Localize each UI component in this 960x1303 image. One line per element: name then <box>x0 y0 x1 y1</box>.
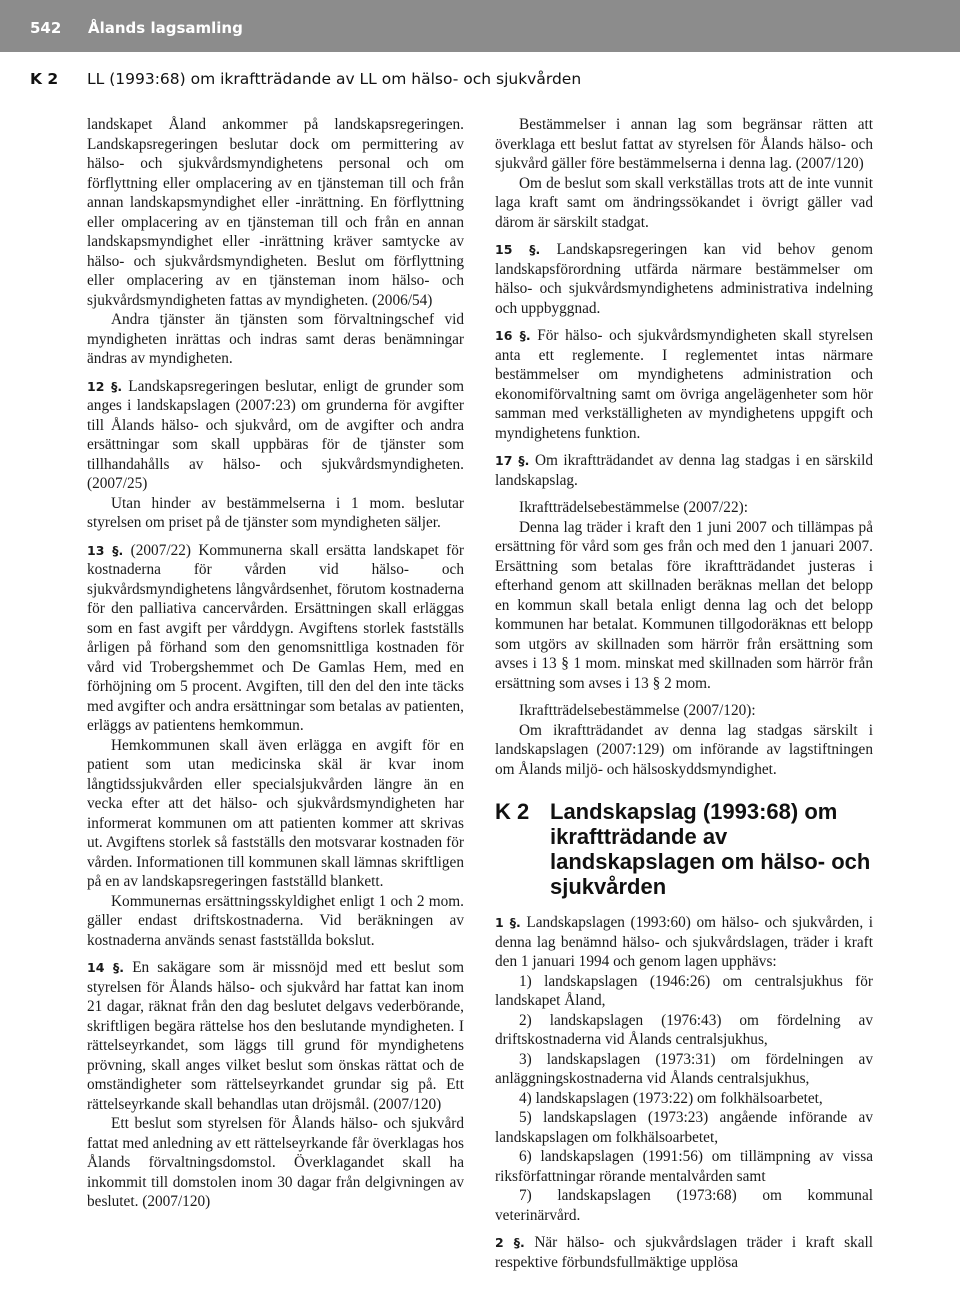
chapter-heading <box>495 799 873 899</box>
list-item: 5) landskapslagen (1973:23) angående införande av landskapslagen om folkhälsoarbetet, <box>495 1109 873 1146</box>
list-item: 7) landskapslagen (1973:68) om kommunal veterinärvård. <box>495 1187 873 1224</box>
section-text: Landskapslagen (1993:60) om hälso- och sjukvården, i denna lag benämnd hälso- och sjukvårdslagen, träder i kraft den 1 januari 1994 och genom lagen upphävs: <box>495 914 873 970</box>
section-12 <box>87 377 464 494</box>
running-head <box>30 66 930 92</box>
section-label: 14 §. <box>87 960 125 975</box>
section-label: 15 §. <box>495 242 541 257</box>
section-14 <box>87 958 464 1114</box>
transition-heading: Ikraftträdelsebestämmelse (2007/22): <box>519 499 748 516</box>
section-text: Landskapsregeringen beslutar, enligt de grunder som anges i landskapslagen (2007:23) om grunderna för avgifter till Ålands hälso- och sjukvård, om de avgifter och andra ersättningar som skall uppbäras för de tjänster som tillhandahålls av hälso- och sjukvårdsmyndigheten. (2007/25) <box>87 377 464 492</box>
section-17 <box>495 451 873 490</box>
book-title: Ålands lagsamling <box>88 19 243 37</box>
list-item: 3) landskapslagen (1973:31) om fördelningen av anläggningskostnaderna vid Ålands centralsjukhus, <box>495 1050 873 1087</box>
paragraph: Hemkommunen skall även erlägga en avgift för en patient som utan medicinska skäl är kvar inom långtidssjukvården eller specialsjukvården längre än en vecka efter att det hälso- och sjukvårdsmyndigheten har informerat kommunen om att patienten kommer att skrivas ut. Avgiftens storlek så fastställs den motsvarar kostnaden för vården. Informationen till kommunen skall lämnas skriftligen på en av landskapsregeringen fastställd blankett. <box>87 736 464 890</box>
section-label: 12 §. <box>87 378 123 394</box>
section-16 <box>495 326 873 443</box>
list-item: 2) landskapslagen (1976:43) om fördelning av driftskostnaderna vid Ålands centralsjukhus, <box>495 1011 873 1048</box>
section-label: 13 §. <box>87 542 124 558</box>
list-item: 1) landskapslagen (1946:26) om centralsjukhus för landskapet Åland, <box>495 972 873 1009</box>
list-item: 6) landskapslagen (1991:56) om tillämpning av vissa riksförfattningar rörande mentalvården samt <box>495 1148 873 1185</box>
section-13 <box>87 541 464 736</box>
list-item: 4) landskapslagen (1973:22) om folkhälsoarbetet, <box>519 1089 823 1107</box>
page-number: 542 <box>30 19 62 37</box>
section-text: När hälso- och sjukvårdslagen träder i kraft skall respektive förbundsfullmäktige upplösa <box>495 1234 873 1271</box>
section-text: För hälso- och sjukvårdsmyndigheten skall styrelsen anta ett reglemente. I reglementet intas närmare bestämmelser om myndighetens administration och ekonomiförvaltning samt om övriga angelägenheter som hör samman med verkställigheten av myndighetens uppgift och myndighetens funktion. <box>495 327 873 442</box>
page-header-bar <box>0 0 960 52</box>
section-text: (2007/22) Kommunerna skall ersätta landskapet för kostnaderna för vården vid hälso- och sjukvårdsmyndighetens långvårdsenhet, förutom kostnaderna för den palliativa cancervården. Ersättningen skall erläggas som en fast avgift per vårddygn. Avgiftens storlek fastställs årligen på förhand som den genomsnittliga kostnaden för vård vid Trobergshemmet och De Gamlas Hem, med en förhöjning om 5 procent. Avgiften, till den del den inte täcks med avgifter och andra ersättningar som betalas av patienten, erläggs av patientens hemkommun. <box>87 541 464 734</box>
chapter-code: K 2 <box>495 799 530 824</box>
left-column <box>87 115 464 1212</box>
section-text: Landskapsregeringen kan vid behov genom landskapsförordning utfärda närmare bestämmelser om hälso- och sjukvårdsmyndighetens administrativa indelning och uppbyggnad. <box>495 241 874 317</box>
section-text: En sakägare som är missnöjd med ett beslut som styrelsen för Ålands hälso- och sjukvård har fattat kan inom 21 dagar, räknat från den dag beslutet delgavs vederbörande, skriftligen begära rättelse hos den beslutande myndigheten. I rättelseyrkandet, som läggs till grund för myndighetens prövning, skall anges vilket beslut som önskas rättat och de omständigheter som rättelseyrkandet grundar sig på. Ett rättelseyrkande skall behandlas utan dröjsmål. (2007/120) <box>87 959 465 1113</box>
section-label: 2 §. <box>495 1235 525 1250</box>
section-15 <box>495 240 873 318</box>
paragraph: landskapet Åland ankommer på landskapsregeringen. Landskapsregeringen beslutar dock om permittering av hälso- och sjukvårdsmyndighetens personal och om förflyttning eller omplacering av en tjänsteman till och från annan landskapsmyndighet eller -inrättning. En förflyttning eller omplacering av en tjänsteman till och från en annan landskapsmyndighet eller -inrättning kräver samtycke av hälso- och sjukvårdsmyndigheten. Beslut om förflyttning eller omplacering av en tjänsteman inom hälso- och sjukvårdsmyndigheten fattas av myndigheten. (2006/54) <box>87 116 464 309</box>
paragraph: Utan hinder av bestämmelserna i 1 mom. beslutar styrelsen om priset på de tjänster som myndigheten säljer. <box>87 494 464 531</box>
paragraph: Andra tjänster än tjänsten som förvaltningschef vid myndigheten inrättas och indras samt deras benämningar ändras av myndigheten. <box>87 311 464 367</box>
paragraph: Ett beslut som styrelsen för Ålands hälso- och sjukvård fattat med anledning av ett rättelseyrkande får överklagas hos Ålands förvaltningsdomstol. Överklagandet skall ha inkommit till domstolen inom 30 dagar från delgivningen av beslutet. (2007/120) <box>87 1115 464 1210</box>
running-head-title: LL (1993:68) om ikraftträdande av LL om hälso- och sjukvården <box>87 70 582 88</box>
running-head-code: K 2 <box>30 70 59 88</box>
section-2 <box>495 1233 873 1272</box>
section-1 <box>495 913 873 972</box>
paragraph: Om ikraftträdandet av denna lag stadgas särskilt i landskapslagen (2007:129) om införande av lagstiftningen om Ålands miljö- och hälsoskyddsmyndighet. <box>495 721 873 778</box>
paragraph: Bestämmelser i annan lag som begränsar rätten att överklaga ett beslut fattat av styrelsen för Ålands hälso- och sjukvård gäller före bestämmelserna i denna lag. (2007/120) <box>495 116 873 172</box>
section-label: 17 §. <box>495 453 530 468</box>
section-label: 1 §. <box>495 915 521 930</box>
paragraph: Denna lag träder i kraft den 1 juni 2007 och tillämpas på ersättning för vård som ges från och med den 1 januari 2007. Ersättning som betalas före ikraftträdandet justeras i efterhand genom att skillnaden beräknas mellan det belopp en kommun skall betala enligt denna lag och det belopp kommunen har betalat. Kommunen tillgodoräknas ett belopp som utgörs av skillnaden som härrör från ersättning som avses i 13 § 1 mom. minskat med skillnaden som härrör från ersättning som avses i 13 § 2 mom. <box>495 518 873 692</box>
transition-heading: Ikraftträdelsebestämmelse (2007/120): <box>519 702 756 719</box>
right-column <box>495 115 873 1272</box>
chapter-title: Landskapslag (1993:68) om ikraftträdande av landskapslagen om hälso- och sjukvården <box>550 799 871 899</box>
paragraph: Om de beslut som skall verkställas trots att de inte vunnit laga kraft samt om ändringssökandet i övrigt gäller vad därom är särskilt stadgat. <box>495 174 873 231</box>
section-label: 16 §. <box>495 328 531 343</box>
paragraph: Kommunernas ersättningsskyldighet enligt 1 och 2 mom. gäller endast driftskostnaderna. Vid beräkningen av kostnaderna används senast fastställda bokslut. <box>87 892 464 949</box>
section-text: Om ikraftträdandet av denna lag stadgas i en särskild landskapslag. <box>495 452 873 489</box>
